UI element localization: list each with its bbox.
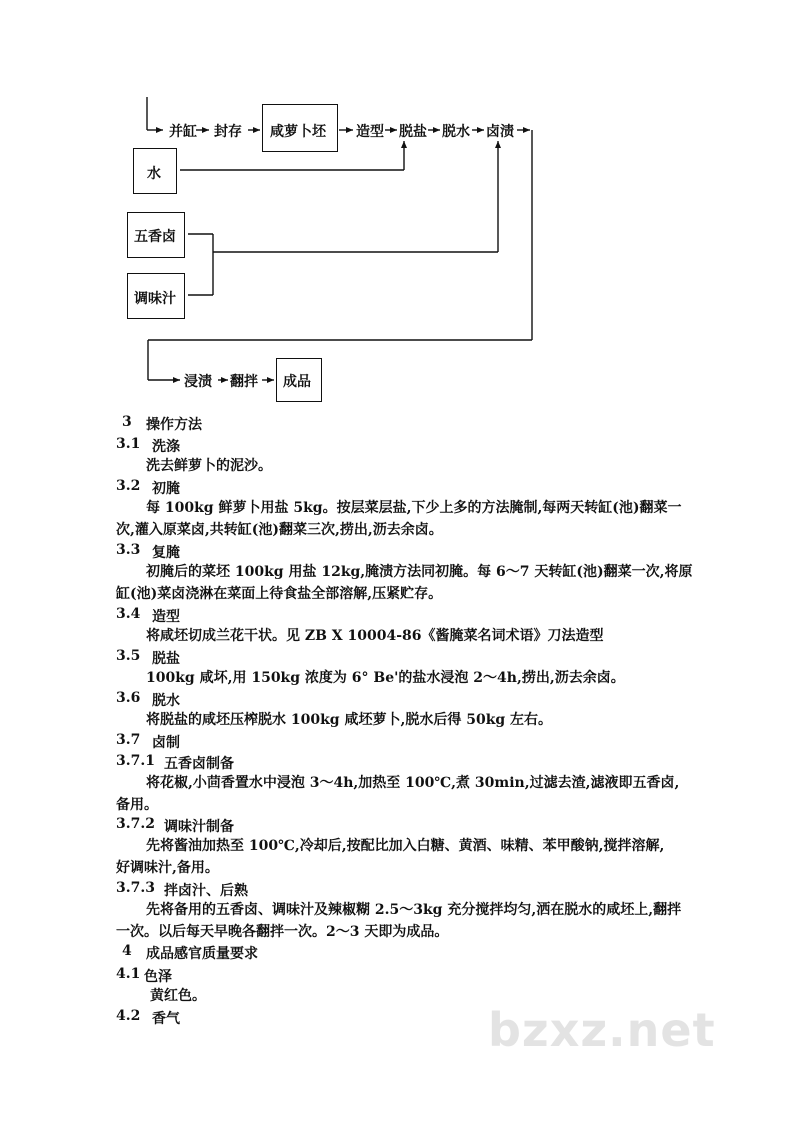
- section-3-6-number: 3.6: [116, 690, 141, 706]
- section-4-2-title: 香气: [152, 1011, 180, 1027]
- flow-box-five-spice: [127, 212, 185, 258]
- section-3-7-3-text-line1: 先将备用的五香卤、调味汁及辣椒糊 2.5～3kg 充分搅拌均匀,洒在脱水的咸坯上,翻拌: [146, 902, 682, 918]
- section-3-3-title: 复腌: [152, 545, 180, 561]
- section-3-4-number: 3.4: [116, 606, 141, 622]
- section-3-3-number: 3.3: [116, 542, 141, 558]
- section-3-5-number: 3.5: [116, 648, 141, 664]
- section-3-3-text-line2: 缸(池)菜卤浇淋在菜面上待食盐全部溶解,压紧贮存。: [116, 586, 443, 602]
- section-3-7-2-title: 调味汁制备: [164, 819, 234, 835]
- flow-step-soak: 浸渍: [184, 374, 212, 390]
- section-3-7-1-number: 3.7.1: [116, 753, 155, 769]
- section-3-4-text: 将咸坯切成兰花干状。见 ZB X 10004-86《酱腌菜名词术语》刀法造型: [146, 628, 604, 644]
- section-3-1-number: 3.1: [116, 436, 141, 452]
- section-3-2-text-line2: 次,灌入原菜卤,共转缸(池)翻菜三次,捞出,沥去余卤。: [116, 522, 443, 538]
- flow-box-product: [276, 358, 322, 402]
- section-4-2-number: 4.2: [116, 1008, 141, 1024]
- section-3-2-number: 3.2: [116, 478, 141, 494]
- flow-box-water-label: 水: [147, 166, 161, 182]
- flow-box-water: [133, 148, 177, 194]
- section-4-1-title: 色泽: [144, 969, 172, 985]
- section-3-2-title: 初腌: [152, 481, 180, 497]
- section-3-5-title: 脱盐: [152, 651, 180, 667]
- flow-step-brine: 卤渍: [486, 124, 514, 140]
- section-4-number: 4: [122, 943, 132, 959]
- section-4-1-text: 黄红色。: [150, 988, 206, 1004]
- section-3-5-text: 100kg 咸坏,用 150kg 浓度为 6° Be'的盐水浸泡 2～4h,捞出,沥去余卤。: [146, 670, 625, 686]
- section-3-3-text-line1: 初腌后的菜坯 100kg 用盐 12kg,腌渍方法同初腌。每 6～7 天转缸(池)翻菜一次,将原: [146, 564, 693, 580]
- flow-box-seasoning: [127, 273, 185, 319]
- flow-step-store: 封存: [214, 124, 242, 140]
- section-3-6-title: 脱水: [152, 693, 180, 709]
- section-3-7-2-text-line2: 好调味汁,备用。: [116, 860, 219, 876]
- section-3-4-title: 造型: [152, 609, 180, 625]
- flow-step-mix-jar: 并缸: [169, 124, 197, 140]
- flow-step-stir: 翻拌: [230, 374, 258, 390]
- flow-connector-lines: [0, 0, 800, 420]
- section-3-1-text: 洗去鲜萝卜的泥沙。: [146, 458, 272, 474]
- section-3-1-title: 洗涤: [152, 439, 180, 455]
- section-3-7-1-text-line1: 将花椒,小茴香置水中浸泡 3～4h,加热至 100℃,煮 30min,过滤去渣,滤液即五香卤,: [146, 775, 680, 791]
- section-3-7-3-title: 拌卤汁、后熟: [164, 883, 248, 899]
- flow-box-seasoning-label: 调味汁: [134, 291, 176, 307]
- section-3-number: 3: [122, 414, 132, 430]
- flow-step-desalt: 脱盐: [399, 124, 427, 140]
- flow-box-product-label: 成品: [283, 374, 311, 390]
- section-3-7-title: 卤制: [152, 735, 180, 751]
- section-3-7-1-text-line2: 备用。: [116, 797, 158, 813]
- section-3-7-1-title: 五香卤制备: [164, 756, 234, 772]
- section-3-6-text: 将脱盐的咸坯压榨脱水 100kg 咸坯萝卜,脱水后得 50kg 左右。: [146, 712, 553, 728]
- section-3-7-2-text-line1: 先将酱油加热至 100℃,冷却后,按配比加入白糖、黄酒、味精、苯甲酸钠,搅拌溶解,: [146, 838, 665, 854]
- section-3-7-number: 3.7: [116, 732, 141, 748]
- flow-box-salted-blank-label: 咸萝卜坯: [270, 124, 326, 140]
- flow-box-salted-blank: [262, 104, 338, 152]
- section-4-1-number: 4.1: [116, 966, 141, 982]
- section-3-7-3-number: 3.7.3: [116, 880, 155, 896]
- section-4-title: 成品感官质量要求: [146, 946, 258, 962]
- section-3-7-2-number: 3.7.2: [116, 816, 155, 832]
- watermark: bzxz.net: [488, 1003, 716, 1057]
- flow-step-shape: 造型: [356, 124, 384, 140]
- section-3-2-text-line1: 每 100kg 鲜萝卜用盐 5kg。按层菜层盐,下少上多的方法腌制,每两天转缸(池)翻菜一: [146, 500, 682, 516]
- section-3-7-3-text-line2: 一次。以后每天早晚各翻拌一次。2～3 天即为成品。: [116, 924, 449, 940]
- section-3-title: 操作方法: [146, 417, 202, 433]
- flow-box-five-spice-label: 五香卤: [134, 229, 176, 245]
- flow-step-dewater: 脱水: [442, 124, 470, 140]
